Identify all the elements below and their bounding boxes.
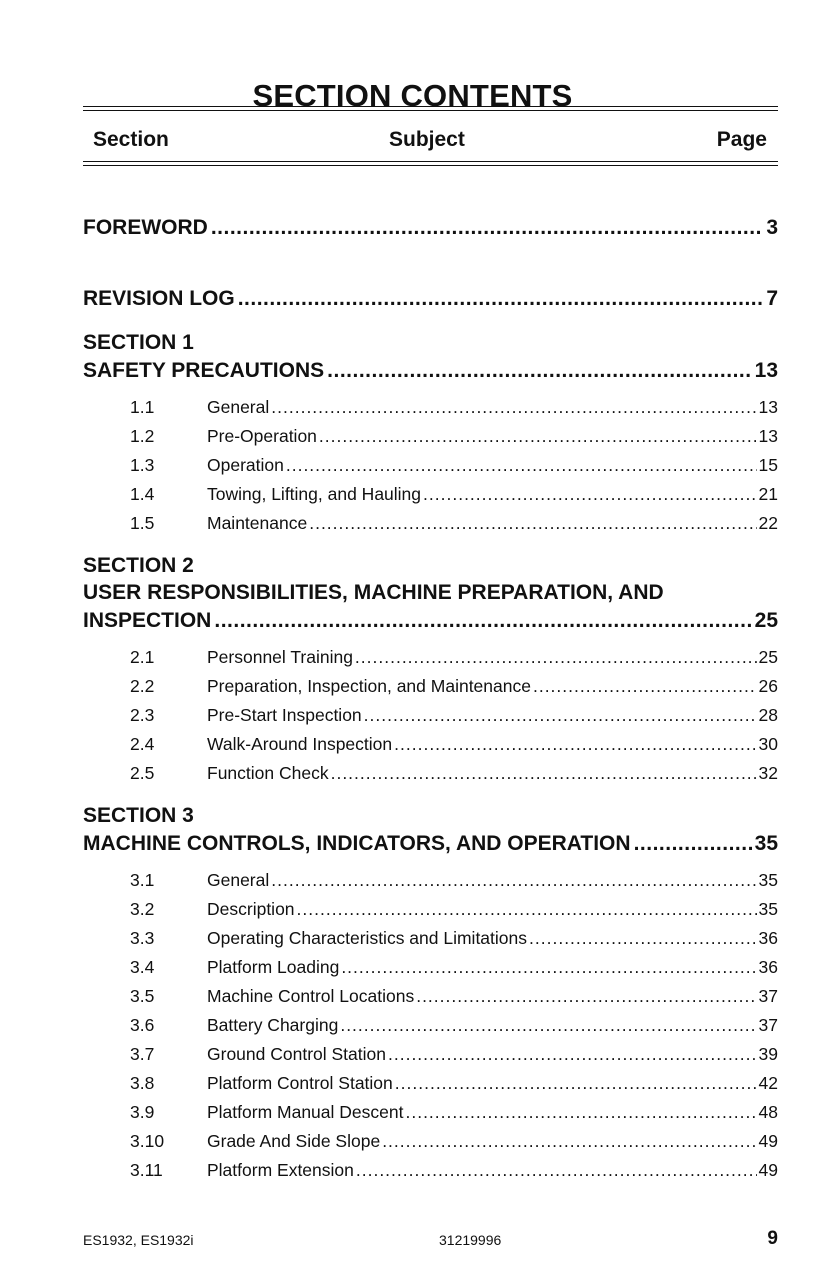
subentry-title: Operating Characteristics and Limitations (207, 928, 528, 948)
subentry-title: Platform Loading (207, 957, 340, 977)
dot-leader (340, 1014, 756, 1036)
subentry-title: Preparation, Inspection, and Maintenance (207, 676, 531, 696)
subentry-title: Platform Extension (207, 1160, 354, 1180)
header-rule-bottom (83, 165, 778, 166)
subentry-number: 1.3 (130, 455, 155, 475)
subentry-title: Operation (207, 455, 284, 475)
section-1-heading: SECTION 1 (83, 331, 194, 354)
toc-entry-page: 3 (766, 216, 778, 239)
toc-subentry-3-5[interactable] (130, 985, 778, 1007)
dot-leader (319, 425, 757, 447)
subentry-number: 3.9 (130, 1102, 155, 1122)
subentry-page: 37 (758, 1015, 778, 1035)
dot-leader (529, 927, 757, 949)
subentry-number: 2.2 (130, 676, 155, 696)
subentry-number: 3.3 (130, 928, 155, 948)
toc-subentry-3-8[interactable] (130, 1072, 778, 1094)
subentry-title: Machine Control Locations (207, 986, 415, 1006)
subentry-page: 13 (758, 397, 778, 417)
subentry-page: 15 (758, 455, 778, 475)
subentry-number: 1.2 (130, 426, 155, 446)
toc-entry-label: REVISION LOG (83, 287, 235, 310)
subentry-number: 3.4 (130, 957, 155, 977)
dot-leader (364, 704, 757, 726)
toc-entry-label: FOREWORD (83, 216, 208, 239)
dot-leader (309, 512, 756, 534)
toc-subentry-1-3[interactable] (130, 454, 778, 476)
subentry-title: Maintenance (207, 513, 308, 533)
toc-entry-label: MACHINE CONTROLS, INDICATORS, AND OPERATION (83, 832, 631, 855)
subentry-number: 2.1 (130, 647, 155, 667)
dot-leader (405, 1101, 756, 1123)
toc-subentry-1-1[interactable] (130, 396, 778, 418)
subentry-page: 36 (758, 957, 778, 977)
subentry-title: Description (207, 899, 295, 919)
subentry-title: General (207, 870, 270, 890)
dot-leader (394, 733, 756, 755)
section-2-heading: SECTION 2 (83, 554, 194, 577)
toc-entry-foreword[interactable] (83, 214, 778, 242)
toc-subentry-3-2[interactable] (130, 898, 778, 920)
subentry-page: 21 (758, 484, 778, 504)
dot-leader (355, 646, 757, 668)
dot-leader (395, 1072, 757, 1094)
toc-entry-label: INSPECTION (83, 609, 212, 632)
subentry-page: 39 (758, 1044, 778, 1064)
dot-leader (382, 1130, 756, 1152)
subentry-page: 13 (758, 426, 778, 446)
title-rule-top (83, 106, 778, 107)
subentry-page: 35 (758, 899, 778, 919)
subentry-title: Pre-Operation (207, 426, 317, 446)
subentry-number: 3.6 (130, 1015, 155, 1035)
toc-subentry-1-5[interactable] (130, 512, 778, 534)
toc-subentry-2-3[interactable] (130, 704, 778, 726)
subentry-page: 25 (758, 647, 778, 667)
subentry-number: 3.7 (130, 1044, 155, 1064)
dot-leader (423, 483, 757, 505)
section-3-heading: SECTION 3 (83, 804, 194, 827)
subentry-page: 49 (758, 1131, 778, 1151)
toc-entry-revision-log[interactable] (83, 285, 778, 313)
toc-subentry-2-2[interactable] (130, 675, 778, 697)
toc-entry-page: 35 (754, 832, 778, 855)
subentry-page: 26 (758, 676, 778, 696)
header-rule-top (83, 161, 778, 162)
dot-leader (356, 1159, 757, 1181)
subentry-page: 22 (758, 513, 778, 533)
toc-subentry-3-11[interactable] (130, 1159, 778, 1181)
section-2-title-line-1[interactable]: USER RESPONSIBILITIES, MACHINE PREPARATION, AND (83, 581, 664, 604)
toc-entry-section-1[interactable] (83, 357, 778, 385)
subentry-number: 2.4 (130, 734, 155, 754)
toc-subentry-3-6[interactable] (130, 1014, 778, 1036)
toc-subentry-3-10[interactable] (130, 1130, 778, 1152)
subentry-number: 2.3 (130, 705, 155, 725)
subentry-title: Walk-Around Inspection (207, 734, 393, 754)
dot-leader (238, 285, 764, 313)
subentry-page: 37 (758, 986, 778, 1006)
toc-subentry-2-5[interactable] (130, 762, 778, 784)
column-header-section: Section (93, 128, 169, 151)
subentry-title: Platform Manual Descent (207, 1102, 404, 1122)
toc-entry-section-3[interactable] (83, 830, 778, 858)
subentry-number: 3.1 (130, 870, 155, 890)
subentry-number: 1.1 (130, 397, 155, 417)
subentry-title: Personnel Training (207, 647, 353, 667)
footer-models: ES1932, ES1932i (83, 1232, 194, 1248)
subentry-title: Pre-Start Inspection (207, 705, 362, 725)
toc-subentry-1-2[interactable] (130, 425, 778, 447)
subentry-title: Towing, Lifting, and Hauling (207, 484, 422, 504)
toc-entry-section-2[interactable] (83, 607, 778, 635)
subentry-number: 3.11 (130, 1160, 163, 1180)
subentry-title: Platform Control Station (207, 1073, 393, 1093)
subentry-page: 48 (758, 1102, 778, 1122)
toc-subentry-3-7[interactable] (130, 1043, 778, 1065)
dot-leader (214, 607, 751, 635)
dot-leader (271, 396, 756, 418)
subentry-page: 42 (758, 1073, 778, 1093)
subentry-page: 35 (758, 870, 778, 890)
column-header-page: Page (716, 128, 767, 151)
subentry-title: Function Check (207, 763, 329, 783)
toc-subentry-3-1[interactable] (130, 869, 778, 891)
footer-page-number: 9 (767, 1228, 778, 1249)
subentry-title: Ground Control Station (207, 1044, 386, 1064)
subentry-title: General (207, 397, 270, 417)
toc-entry-label: SAFETY PRECAUTIONS (83, 359, 325, 382)
subentry-number: 3.5 (130, 986, 155, 1006)
toc-subentry-2-4[interactable] (130, 733, 778, 755)
dot-leader (533, 675, 757, 697)
toc-entry-page: 7 (766, 287, 778, 310)
subentry-page: 32 (758, 763, 778, 783)
subentry-number: 3.8 (130, 1073, 155, 1093)
toc-subentry-3-3[interactable] (130, 927, 778, 949)
title-rule-bottom (83, 110, 778, 111)
footer-document-number: 31219996 (439, 1232, 502, 1248)
page-title: SECTION CONTENTS (252, 78, 573, 113)
subentry-number: 1.4 (130, 484, 155, 504)
dot-leader (331, 762, 757, 784)
dot-leader (297, 898, 757, 920)
subentry-number: 2.5 (130, 763, 155, 783)
dot-leader (327, 357, 751, 385)
subentry-number: 3.2 (130, 899, 155, 919)
column-header-subject: Subject (389, 128, 465, 151)
toc-subentry-3-4[interactable] (130, 956, 778, 978)
dot-leader (634, 830, 752, 858)
subentry-page: 28 (758, 705, 778, 725)
toc-entry-page: 13 (754, 359, 778, 382)
subentry-number: 1.5 (130, 513, 155, 533)
dot-leader (341, 956, 756, 978)
dot-leader (271, 869, 756, 891)
dot-leader (211, 214, 763, 242)
subentry-title: Battery Charging (207, 1015, 339, 1035)
subentry-page: 36 (758, 928, 778, 948)
toc-subentry-3-9[interactable] (130, 1101, 778, 1123)
dot-leader (388, 1043, 757, 1065)
toc-subentry-2-1[interactable] (130, 646, 778, 668)
toc-entry-page: 25 (754, 609, 778, 632)
subentry-page: 49 (758, 1160, 778, 1180)
subentry-title: Grade And Side Slope (207, 1131, 381, 1151)
toc-subentry-1-4[interactable] (130, 483, 778, 505)
dot-leader (416, 985, 756, 1007)
dot-leader (286, 454, 757, 476)
subentry-page: 30 (758, 734, 778, 754)
subentry-number: 3.10 (130, 1131, 165, 1151)
